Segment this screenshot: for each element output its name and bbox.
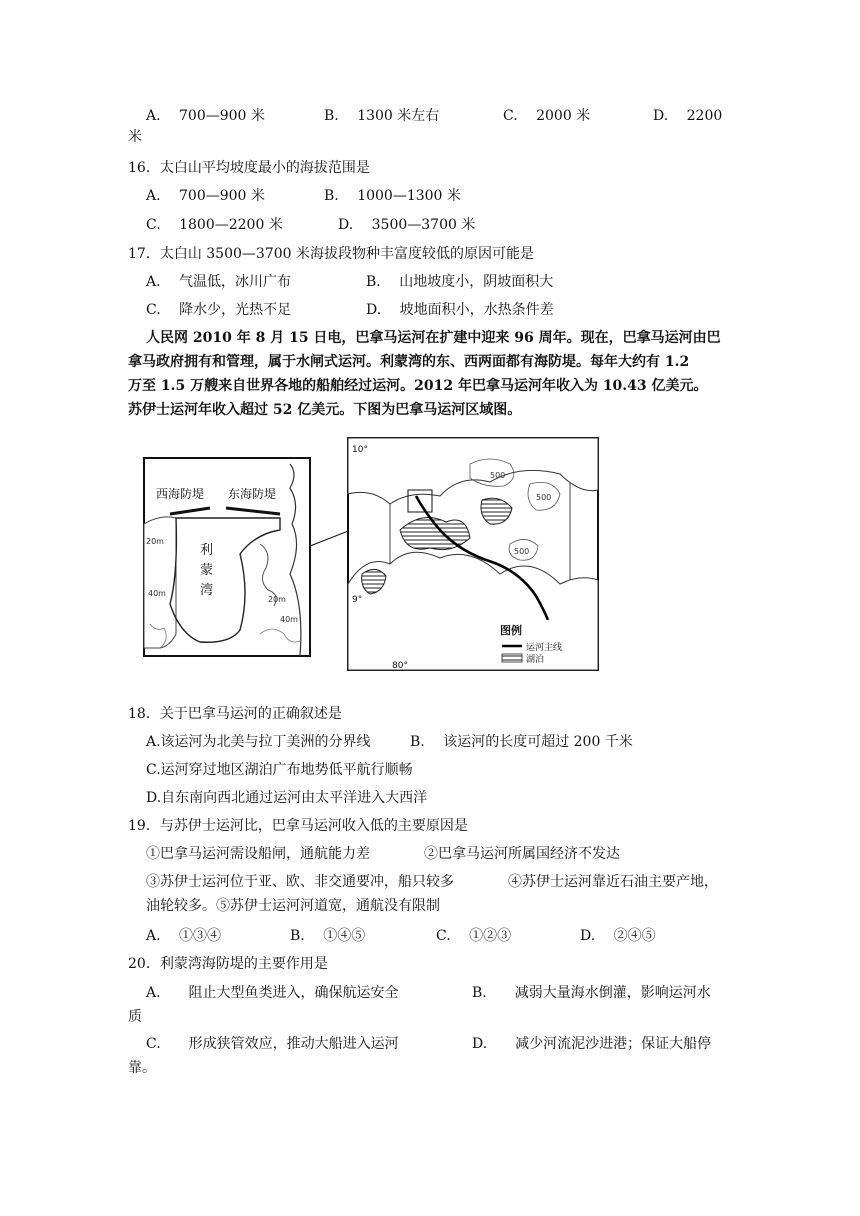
q15-option-d: D. 2200 xyxy=(653,108,723,124)
q17-option-d: D. 坡地面积小，水热条件差 xyxy=(366,302,554,318)
q18-option-c: C.运河穿过地区湖泊广布地势低平航行顺畅 xyxy=(146,762,413,778)
q19-option-b: B. ①④⑤ xyxy=(290,928,366,944)
contour-500-c: 500 xyxy=(514,547,530,556)
q17-option-a: A. 气温低，冰川广布 xyxy=(146,274,292,290)
panama-canal-figure xyxy=(140,434,610,674)
q19-statement-1: ①巴拿马运河需设船闸，通航能力差 xyxy=(146,846,370,862)
bay-label-2: 蒙 xyxy=(200,563,214,578)
q15-option-d-cont: 米 xyxy=(128,129,142,145)
q16-option-d: D. 3500—3700 米 xyxy=(338,217,476,233)
q19-option-d: D. ②④⑤ xyxy=(580,928,656,944)
q20-option-d: D. 减少河流泥沙进港；保证大船停 xyxy=(472,1036,712,1052)
q18-stem: 18．关于巴拿马运河的正确叙述是 xyxy=(128,706,342,722)
passage-line-3: 万至 1.5 万艘来自世界各地的船舶经过运河。2012 年巴拿马运河年收入为 10.43 亿美元。 xyxy=(128,378,708,394)
passage-line-4: 苏伊士运河年收入超过 52 亿美元。下图为巴拿马运河区域图。 xyxy=(128,402,522,418)
passage-line-1: 人民网 2010 年 8 月 15 日电，巴拿马运河在扩建中迎来 96 周年。现在，巴拿马运河由巴 xyxy=(146,330,721,346)
lon-80-label: 80° xyxy=(392,661,408,671)
depth-20m-east: 20m xyxy=(268,595,286,604)
q20-stem: 20．利蒙湾海防堤的主要作用是 xyxy=(128,956,328,972)
legend-lake-label: 湖泊 xyxy=(526,655,545,665)
q16-option-a: A. 700—900 米 xyxy=(146,188,265,204)
q18-option-b: B. 该运河的长度可超过 200 千米 xyxy=(410,734,633,750)
bay-label-1: 利 xyxy=(200,543,214,558)
q17-stem: 17．太白山 3500—3700 米海拔段物种丰富度较低的原因可能是 xyxy=(128,246,534,262)
lat-9-label: 9° xyxy=(352,595,363,605)
q16-option-b: B. 1000—1300 米 xyxy=(324,188,461,204)
west-dike-label: 西海防堤 xyxy=(156,487,205,501)
contour-500-a: 500 xyxy=(490,471,506,480)
q19-statement-4: ④苏伊士运河靠近石油主要产地， xyxy=(508,874,718,890)
q20-option-a: A. 阻止大型鱼类进入，确保航运安全 xyxy=(146,985,399,1001)
q20-option-b-cont: 质 xyxy=(128,1009,142,1025)
depth-40m-west: 40m xyxy=(148,589,166,598)
q20-option-c: C. 形成狭管效应，推动大船进入运河 xyxy=(146,1036,399,1052)
q19-option-a: A. ①③④ xyxy=(146,928,222,944)
contour-500-b: 500 xyxy=(536,493,552,502)
q19-statement-4-cont: 油轮较多。⑤苏伊士运河河道宽，通航没有限制 xyxy=(146,898,440,914)
q19-statement-2: ②巴拿马运河所属国经济不发达 xyxy=(424,846,620,862)
legend-canal-label: 运河主线 xyxy=(526,643,563,653)
depth-20m-west: 20m xyxy=(146,537,164,546)
lat-10-label: 10° xyxy=(352,445,368,455)
q20-option-d-cont: 靠。 xyxy=(128,1060,156,1076)
q20-option-b: B. 减弱大量海水倒灌，影响运河水 xyxy=(472,985,711,1001)
q15-option-a: A. 700—900 米 xyxy=(146,108,265,124)
q19-stem: 19．与苏伊士运河比，巴拿马运河收入低的主要原因是 xyxy=(128,818,468,834)
legend-lake-swatch xyxy=(502,654,522,662)
depth-40m-east: 40m xyxy=(280,615,298,624)
q19-option-c: C. ①②③ xyxy=(436,928,512,944)
east-dike-label: 东海防堤 xyxy=(228,487,277,501)
q17-option-b: B. 山地坡度小，阴坡面积大 xyxy=(366,274,554,290)
panama-canal-map xyxy=(140,434,610,674)
q18-option-d: D.自东南向西北通过运河由太平洋进入大西洋 xyxy=(146,790,428,806)
legend-title: 图例 xyxy=(500,624,522,637)
q18-option-a: A.该运河为北美与拉丁美洲的分界线 xyxy=(146,734,371,750)
q16-option-c: C. 1800—2200 米 xyxy=(146,217,283,233)
passage-line-2: 拿马政府拥有和管理，属于水闸式运河。利蒙湾的东、西两面都有海防堤。每年大约有 1.2 xyxy=(128,354,690,370)
q15-option-b: B. 1300 米左右 xyxy=(324,108,440,124)
bay-label-3: 湾 xyxy=(200,583,214,598)
q19-statement-3: ③苏伊士运河位于亚、欧、非交通要冲，船只较多 xyxy=(146,874,454,890)
q15-option-c: C. 2000 米 xyxy=(503,108,591,124)
q16-stem: 16．太白山平均坡度最小的海拔范围是 xyxy=(128,160,370,176)
q17-option-c: C. 降水少，光热不足 xyxy=(146,302,292,318)
